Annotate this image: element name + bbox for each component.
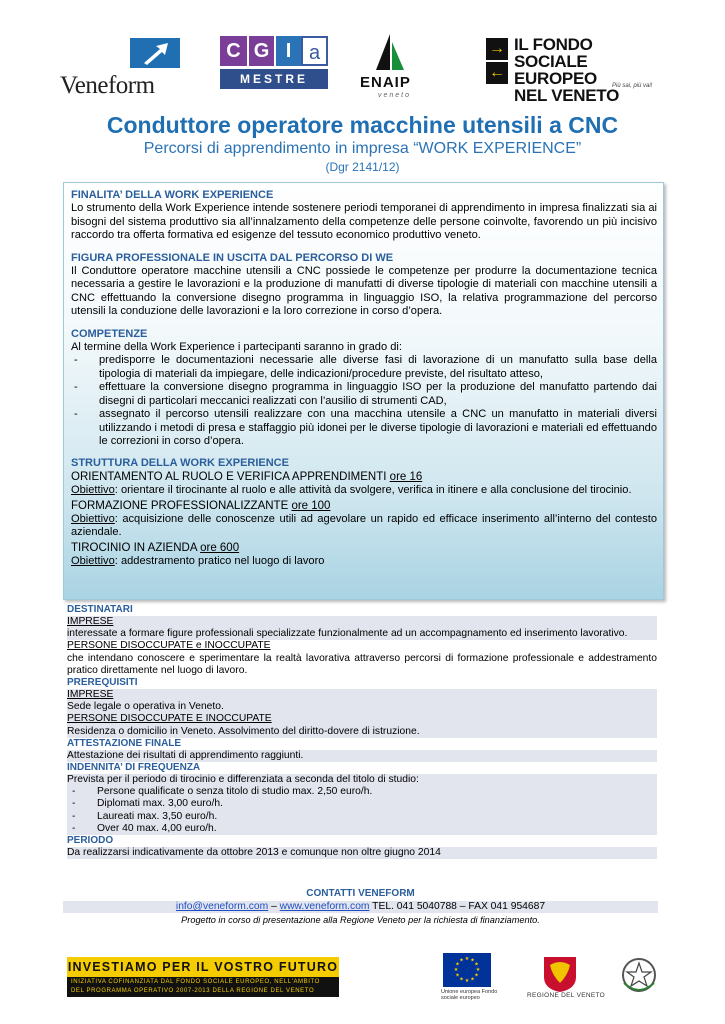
list-item: - Diplomati max. 3,00 euro/h. <box>67 798 657 810</box>
svg-text:★: ★ <box>459 976 464 983</box>
header-logos <box>0 30 725 110</box>
details-table <box>67 604 657 859</box>
svg-text:★: ★ <box>474 961 479 968</box>
list-item: - predisporre le documentazioni necessarie alle diverse fasi di lavorazione di un manufatto sulla base della tipologia di materiali da impiegare, delle indicazioni/procedure previste, del risultato atteso, <box>71 354 657 381</box>
contacts-heading: CONTATTI VENEFORM <box>306 888 415 899</box>
modulo-objective: Obiettivo: acquisizione delle conoscenze utili ad agevolare un rapido ed efficace inserimento all’interno del contesto aziendale. <box>71 512 657 539</box>
contacts <box>63 888 658 925</box>
section-heading: PERIODO <box>67 835 114 847</box>
page-subtitle: Percorsi di apprendimento in impresa “WORK EXPERIENCE” <box>143 140 582 157</box>
banner-subtitle: INIZIATIVA COFINANZIATA DAL FONDO SOCIALE EUROPEO, NELL'AMBITO DEL PROGRAMMA OPERATIVO 2007-2013 DELLA REGIONE DEL VENETO <box>67 977 339 997</box>
dgr-reference: (Dgr 2141/12) <box>325 160 400 174</box>
investiamo-banner <box>67 957 339 997</box>
modulo-objective: Obiettivo: addestramento pratico nel luogo di lavoro <box>71 555 325 568</box>
competenze-list <box>71 354 657 448</box>
finalita-text: Lo strumento della Work Experience intende sostenere periodi temporanei di apprendimento in impresa finalizzati sia ai bisogni del sistema produttivo sia all’innalzamento della competenze delle persone coinvolte, favorendo un più incisivo raccordo tra offerta formativa ed esigenze del tessuto economico produttivo veneto. <box>71 202 657 242</box>
section-heading: PREREQUISITI <box>67 677 138 689</box>
regione-veneto-lion-icon <box>540 955 580 993</box>
table-row: Da realizzarsi indicativamente da ottobre 2013 e comunque non oltre giugno 2014 <box>67 847 657 859</box>
fse-logo <box>486 35 666 105</box>
regione-caption: REGIONE DEL VENETO <box>527 992 606 999</box>
modulo-title: FORMAZIONE PROFESSIONALIZZANTE ore 100 <box>71 499 331 512</box>
fse-text: IL FONDO SOCIALE EUROPEO NEL VENETO <box>514 35 620 105</box>
list-item: - assegnato il percorso utensili realizzare con una macchina utensile a CNC un manufatto in materiali diversi utilizzando i metodi di presa e staffaggio più idonei per le diverse tipologie di lavorazioni e materiali ed effettuando le correzioni in corso d’opera. <box>71 408 657 448</box>
competenze-intro: Al termine della Work Experience i partecipanti saranno in grado di: <box>71 341 402 354</box>
enaip-logo <box>358 32 422 104</box>
arrow-left-icon: ← <box>486 62 508 84</box>
section-heading: INDENNITA’ DI FREQUENZA <box>67 762 201 774</box>
arrow-right-icon: → <box>486 38 508 60</box>
svg-text:★: ★ <box>474 972 479 979</box>
italian-emblem-icon <box>618 953 660 997</box>
modulo-title: ORIENTAMENTO AL RUOLO E VERIFICA APPRENDIMENTI ore 16 <box>71 470 423 483</box>
list-item: - Persone qualificate o senza titolo di studio max. 2,50 euro/h. <box>67 786 657 798</box>
veneform-logo <box>60 38 190 100</box>
section-heading: COMPETENZE <box>71 327 148 340</box>
modulo-title: TIROCINIO IN AZIENDA ore 600 <box>71 541 240 554</box>
funding-note: Progetto in corso di presentazione alla Regione Veneto per la richiesta di finanziamento. <box>181 915 540 925</box>
enaip-text: ENAIP <box>360 74 411 91</box>
cgia-letter: G <box>247 36 274 66</box>
contacts-line: info@veneform.com – www.veneform.com TEL. 041 5040788 – FAX 041 954687 <box>63 901 658 913</box>
table-row: PERSONE DISOCCUPATE e INOCCUPATE che intendano conoscere e sperimentare la realtà lavorativa attraverso percorsi di formazione professionale e addestramento pratico direttamente nel luogo di lavoro. <box>67 640 657 676</box>
svg-text:★: ★ <box>470 976 475 983</box>
enaip-mark-icon <box>370 32 410 72</box>
table-row: Prevista per il periodo di tirocinio e differenziata a seconda del titolo di studio: - Persone qualificate o senza titolo di studio max. 2,50 euro/h. - Diplomati max. 3,00 euro/h. - Laureati max. 3,50 euro/h. - Over 40 max. 4,00 euro/h. <box>67 774 657 835</box>
veneform-logo-text: Veneform <box>60 72 155 99</box>
fse-tagline: Più sai, più vai! <box>612 83 653 89</box>
modulo-objective: Obiettivo: orientare il tirocinante al ruolo e alle attività da svolgere, verifica in itinere e alla conclusione del tirocinio. <box>71 484 632 497</box>
cgia-sub: MESTRE <box>220 69 328 89</box>
svg-text:★: ★ <box>459 957 464 964</box>
enaip-sub: veneto <box>378 92 412 99</box>
svg-text:★: ★ <box>453 967 459 973</box>
list-item: - Over 40 max. 4,00 euro/h. <box>67 823 657 835</box>
table-row: Attestazione dei risultati di apprendimento raggiunti. <box>67 750 657 762</box>
arrow-icon <box>130 38 180 68</box>
table-row: IMPRESE interessate a formare figure professionali specializzate funzionalmente ad un accompagnamento ed inserimento lavorativo. <box>67 616 657 640</box>
section-heading: ATTESTAZIONE FINALE <box>67 737 182 749</box>
cgia-letter: C <box>220 36 247 66</box>
banner-title: INVESTIAMO PER IL VOSTRO FUTURO <box>67 957 339 977</box>
eu-flag-icon <box>443 953 491 987</box>
table-row: IMPRESE Sede legale o operativa in Veneto. PERSONE DISOCCUPATE E INOCCUPATE Residenza o domicilio in Veneto. Assolvimento del diritto-dovere di istruzione. <box>67 689 657 738</box>
section-heading: FIGURA PROFESSIONALE IN USCITA DAL PERCORSO DI WE <box>71 251 394 264</box>
cgia-letter: I <box>274 36 301 66</box>
figura-text: Il Conduttore operatore macchine utensili a CNC possiede le competenze per produrre la documentazione tecnica necessaria a gestire le lavorazioni e la produzione di manufatti di diverse tipologie di materiali con macchine utensili a CNC effettuando la conversione disegno programma in linguaggio ISO, la relativa programmazione del percorso utensili la conduzione delle lavorazioni e la loro correzione in corso d’opera. <box>71 265 657 318</box>
svg-text:★: ★ <box>470 957 475 964</box>
email-link[interactable]: info@veneform.com <box>175 901 269 912</box>
eu-caption: Unione europea Fondo sociale europeo <box>441 989 498 1001</box>
section-heading: FINALITA’ DELLA WORK EXPERIENCE <box>71 189 274 201</box>
website-link[interactable]: www.veneform.com <box>279 901 370 912</box>
section-heading: STRUTTURA DELLA WORK EXPERIENCE <box>71 457 289 470</box>
svg-text:★: ★ <box>455 961 460 968</box>
cgia-letter: a <box>301 36 328 66</box>
svg-text:★: ★ <box>455 972 460 979</box>
section-heading: DESTINATARI <box>67 604 133 615</box>
svg-text:★: ★ <box>464 956 470 962</box>
svg-text:★: ★ <box>475 967 481 973</box>
list-item: - Laureati max. 3,50 euro/h. <box>67 811 657 823</box>
list-item: - effettuare la conversione disegno programma in linguaggio ISO per la produzione del manufatto partendo dai disegni di particolari meccanici realizzati con l’ausilio di strumenti CAD, <box>71 381 657 408</box>
svg-text:★: ★ <box>464 978 470 984</box>
page-title: Conduttore operatore macchine utensili a CNC <box>106 112 619 138</box>
cgia-logo <box>220 36 328 90</box>
info-box <box>63 182 664 600</box>
phone-fax: TEL. 041 5040788 – FAX 041 954687 <box>369 901 546 912</box>
